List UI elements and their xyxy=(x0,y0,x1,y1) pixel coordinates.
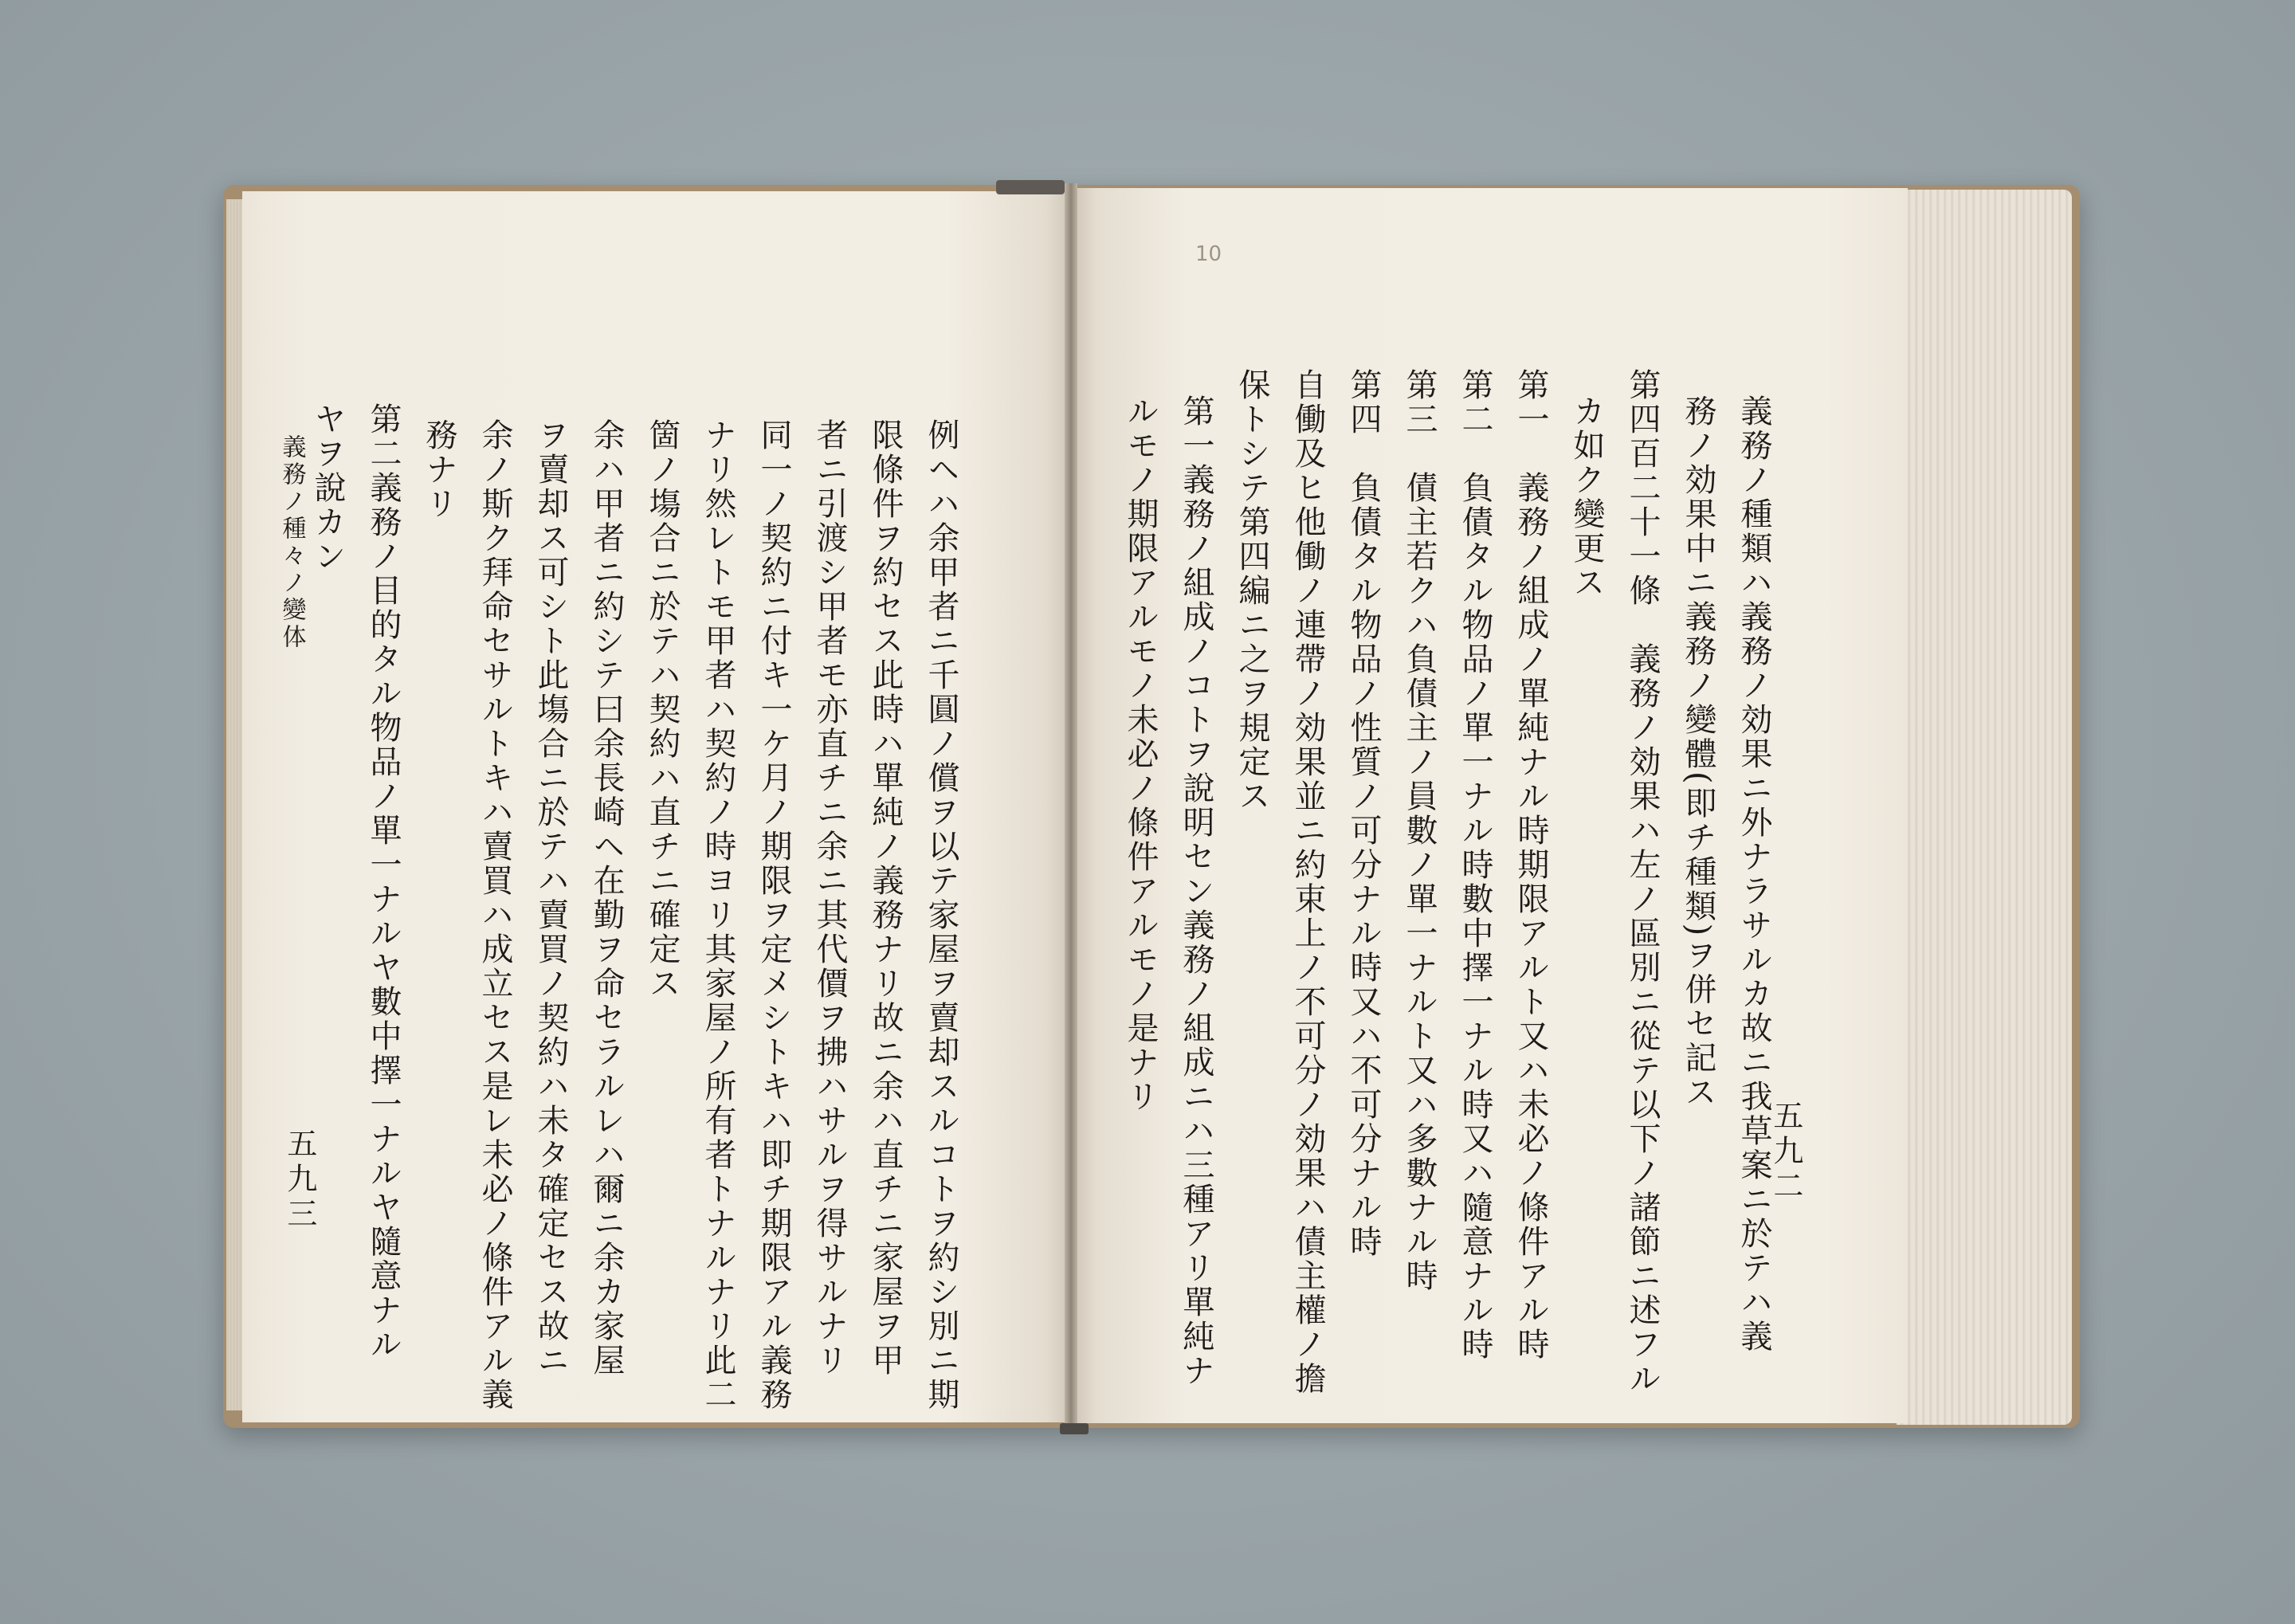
text-column: 同一ノ契約ニ付キ一ケ月ノ期限ヲ定メシトキハ即チ期限アル義務 xyxy=(755,418,792,1412)
text-column: ヤヲ說カン xyxy=(309,402,346,574)
text-column: ナリ然レトモ甲者ハ契約ノ時ヨリ其家屋ノ所有者トナルナリ此二 xyxy=(700,418,736,1412)
text-column: 第一 義務ノ組成ノ單純ナル時期限アルト又ハ未必ノ條件アル時 xyxy=(1512,368,1549,1362)
tailband xyxy=(1060,1423,1089,1434)
text-column: 自働及ヒ他働ノ連帶ノ効果並ニ約束上ノ不可分ノ効果ハ債主權ノ擔 xyxy=(1289,368,1326,1396)
text-column: 余ノ斯ク拜命セサルトキハ賣買ハ成立セス是レ未必ノ條件アル義 xyxy=(477,418,513,1412)
page-block-edge xyxy=(1897,190,2072,1425)
text-column: 務ナリ xyxy=(421,418,457,521)
text-column: 第四 負債タル物品ノ性質ノ可分ナル時又ハ不可分ナル時 xyxy=(1345,368,1382,1259)
text-column: 箇ノ塲合ニ於テハ契約ハ直チニ確定ス xyxy=(644,418,681,1001)
text-column: 第二 負債タル物品ノ單一ナル時數中擇一ナル時又ハ隨意ナル時 xyxy=(1457,368,1493,1362)
page-number-right: 五九二 xyxy=(1767,1100,1803,1205)
text-column: 第一義務ノ組成ノコトヲ說明セン義務ノ組成ニハ三種アリ單純ナ xyxy=(1178,394,1214,1388)
page-number-left: 五九三 xyxy=(281,1128,317,1233)
text-column: 保トシテ第四編ニ之ヲ規定ス xyxy=(1234,368,1270,814)
text-column: 第四百二十一條 義務ノ効果ハ左ノ區別ニ從テ以下ノ諸節ニ述フル xyxy=(1624,368,1661,1396)
text-column: 務ノ効果中ニ義務ノ變體(即チ種類)ヲ併セ記ス xyxy=(1680,394,1716,1110)
text-column: カ如ク變更ス xyxy=(1568,394,1605,600)
running-header: 義務ノ種々ノ變体 xyxy=(277,434,306,651)
text-column: 例ヘハ余甲者ニ千圓ノ償ヲ以テ家屋ヲ賣却スルコトヲ約シ別ニ期 xyxy=(923,418,959,1412)
text-column: 第二義務ノ目的タル物品ノ單一ナルヤ數中擇一ナルヤ隨意ナル xyxy=(365,402,402,1362)
text-column: 第三 債主若クハ負債主ノ員數ノ單一ナルト又ハ多數ナル時 xyxy=(1401,368,1438,1293)
headband xyxy=(996,180,1065,194)
text-column: 義務ノ種類ハ義務ノ効果ニ外ナラサルカ故ニ我草案ニ於テハ義 xyxy=(1736,394,1772,1354)
book-gutter xyxy=(1065,183,1077,1434)
pencil-annotation: 10 xyxy=(1195,242,1222,266)
text-column: ルモノ期限アルモノ未必ノ條件アルモノ是ナリ xyxy=(1122,394,1159,1114)
text-column: 限條件ヲ約セス此時ハ單純ノ義務ナリ故ニ余ハ直チニ家屋ヲ甲 xyxy=(867,418,904,1378)
text-column: ヲ賣却ス可シト此塲合ニ於テハ賣買ノ契約ハ未タ確定セス故ニ xyxy=(532,418,569,1378)
text-column: 者ニ引渡シ甲者モ亦直チニ余ニ其代價ヲ拂ハサルヲ得サルナリ xyxy=(811,418,848,1378)
show-through-text xyxy=(1777,239,1822,376)
text-column: 余ハ甲者ニ約シテ曰余長崎ヘ在勤ヲ命セラルレハ爾ニ余カ家屋 xyxy=(588,418,625,1378)
